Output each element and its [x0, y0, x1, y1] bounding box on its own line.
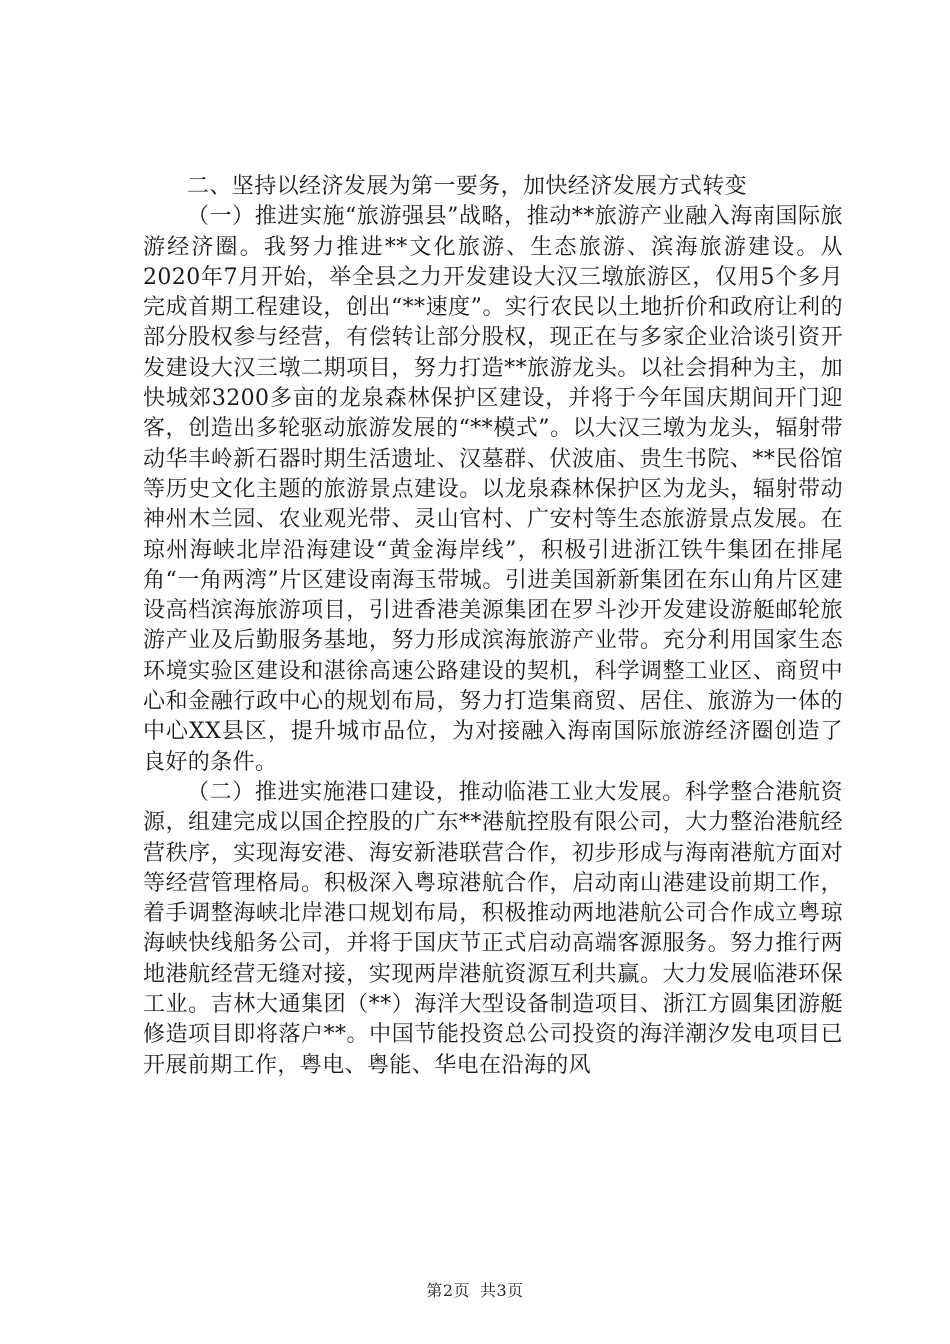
page-total: 共3页 [480, 1281, 524, 1300]
page-footer [0, 1278, 950, 1301]
document-body [143, 172, 843, 1081]
section-heading: 二、坚持以经济发展为第一要务，加快经济发展方式转变 [187, 174, 748, 199]
page-number: 第2页 [426, 1281, 470, 1300]
paragraph-tourism: （一）推进实施“旅游强县”战略，推动**旅游产业融入海南国际旅游经济圈。我努力推进**文化旅游、生态旅游、滨海旅游建设。从2020年7月开始，举全县之力开发建设大汉三墩旅游区，仅用5个多月完成首期工程建设，创出“**速度”。实行农民以土地折价和政府让利的部分股权参与经营，有偿转让部分股权，现正在与多家企业洽谈引资开发建设大汉三墩二期项目，努力打造**旅游龙头。以社会捐种为主，加快城郊3200多亩的龙泉森林保护区建设，并将于今年国庆期间开门迎客，创造出多轮驱动旅游发展的“**模式”。以大汉三墩为龙头，辐射带动华丰岭新石器时期生活遗址、汉墓群、伏波庙、贵生书院、**民俗馆等历史文化主题的旅游景点建设。以龙泉森林保护区为龙头，辐射带动神州木兰园、农业观光带、灵山官村、广安村等生态旅游景点发展。在琼州海峡北岸沿海建设“黄金海岸线”，积极引进浙江铁牛集团在排尾角“一角两湾”片区建设南海玉带城。引进美国新新集团在东山角片区建设高档滨海旅游项目，引进香港美源集团在罗斗沙开发建设游艇邮轮旅游产业及后勤服务基地，努力形成滨海旅游产业带。充分利用国家生态环境实验区建设和湛徐高速公路建设的契机，科学调整工业区、商贸中心和金融行政中心的规划布局，努力打造集商贸、居住、旅游为一体的中心XX县区，提升城市品位，为对接融入海南国际旅游经济圈创造了良好的条件。 [143, 204, 843, 775]
paragraph-port: （二）推进实施港口建设，推动临港工业大发展。科学整合港航资源，组建完成以国企控股的广东**港航控股有限公司，大力整治港航经营秩序，实现海安港、海安新港联营合作，初步形成与海南港航方面对等经营管理格局。积极深入粤琼港航合作，启动南山港建设前期工作，着手调整海峡北岸港口规划布局，积极推动两地港航公司合作成立粤琼海峡快线船务公司，并将于国庆节正式启动高端客源服务。努力推行两地港航经营无缝对接，实现两岸港航资源互利共赢。大力发展临港环保工业。吉林大通集团（**）海洋大型设备制造项目、浙江方圆集团游艇修造项目即将落户**。中国节能投资总公司投资的海洋潮汐发电项目已开展前期工作，粤电、粤能、华电在沿海的风 [143, 779, 843, 1078]
